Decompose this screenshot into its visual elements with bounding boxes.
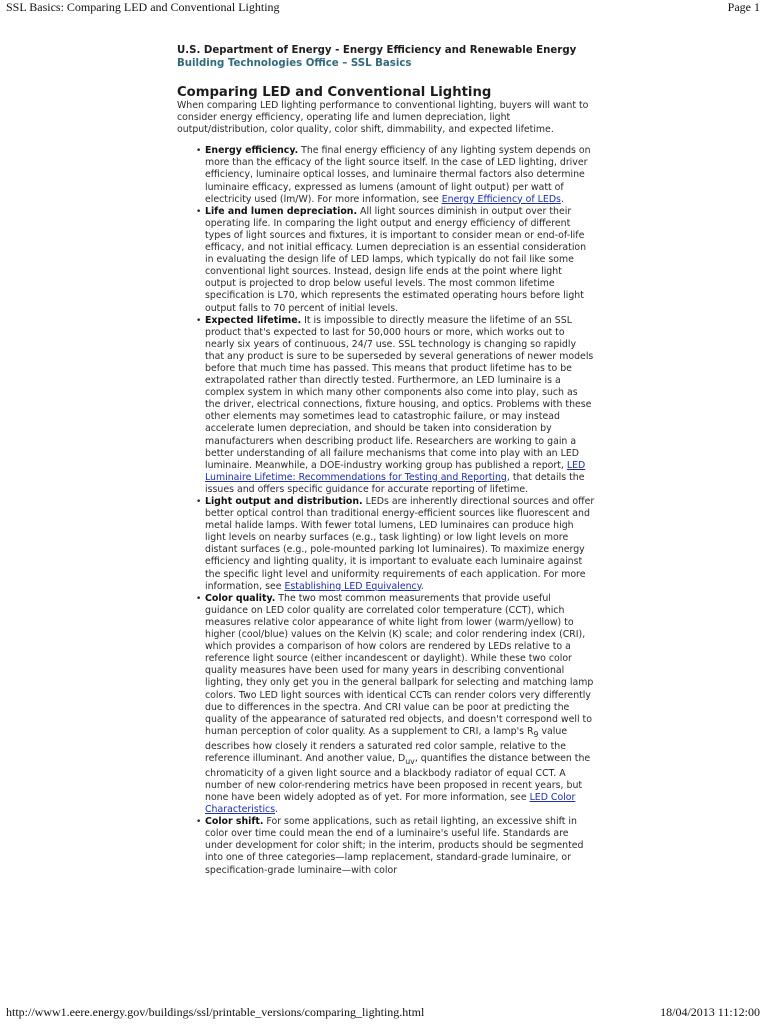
duv-subscript: uv — [405, 756, 415, 766]
item-text: LEDs are inherently directional sources and offer better optical control than traditional energy-efficient sources like fluorescent and metal halide lamps. With fewer total lumens, LED luminaires can produce high light levels on nearby surfaces (e.g., task lighting) or low light levels on more distant surfaces (e.g., pole-mounted parking lot luminaires). To maximize energy efficiency and lighting quality, it is important to evaluate each luminaire against the specific light level and uniformity requirements of each application. For more information, see — [205, 496, 595, 592]
print-header-title: SSL Basics: Comparing LED and Conventional Lighting — [6, 0, 280, 14]
print-footer-url: http://www1.eere.energy.gov/buildings/ssl/printable_versions/comparing_lighting.html — [6, 1005, 425, 1019]
luminaire-lifetime-report-link[interactable]: LED Luminaire Lifetime: Recommendations for Testing and Reporting — [205, 459, 586, 483]
item-text-3: , quantifies the distance between the chromaticity of a given light source and a blackbody radiator of equal CCT. A number of new color-rendering metrics have been proposed in recent years, but none have been widely adopted as of yet. For more information, see — [205, 752, 591, 803]
item-text: The two most common measurements that provide useful guidance on LED color quality are correlated color temperature (CCT), which measures relative color appearance of white light from lower (warm/yellow) to higher (cool/blue) values on the Kelvin (K) scale; and color rendering index (CRI), which provides a comparison of how colors are rendered by LEDs relative to a reference light source (either incandescent or daylight). While these two color quality measures have been used for many years in describing conventional lighting, they only get you in the general ballpark for selecting and matching lamp colors. Two LED light sources with identical CCTs can render colors very differently due to differences in the spectra. And CRI value can be poor at predicting the quality of the appearance of saturated red objects, and doesn't correspond well to human perception of color quality. As a supplement to CRI, a lamp's R — [205, 592, 594, 737]
item-tail: , that details the issues and offers specific guidance for accurate reporting of lifetime. — [205, 471, 585, 495]
list-item-expected-lifetime — [205, 315, 595, 496]
item-tail: . — [275, 804, 279, 816]
item-text-2: value describes how closely it renders a saturated red color sample, relative to the reference illuminant. And another value, D — [205, 725, 568, 764]
print-footer — [6, 1005, 760, 1021]
item-tail: . — [560, 193, 564, 205]
energy-efficiency-link[interactable]: Energy Efficiency of LEDs — [441, 193, 561, 205]
led-equivalency-link[interactable]: Establishing LED Equivalency — [284, 580, 421, 592]
page-content — [177, 44, 595, 877]
r9-subscript: 9 — [533, 729, 539, 739]
list-item-color-quality — [205, 593, 595, 816]
item-text: The final energy efficiency of any lighting system depends on more than the efficacy of the light source itself. In the case of LED lighting, driver efficiency, luminaire optical losses, and luminaire thermal factors also determine luminaire efficacy, expressed as lumens (amount of light output) per watt of electricity used (lm/W). For more information, see — [205, 145, 591, 205]
item-text: All light sources diminish in output over their operating life. In comparing the light output and energy efficiency of different types of light sources and fixtures, it is important to consider mean or end-of-life efficacy, and not initial efficacy. Lumen depreciation is an essential consideration in evaluating the design life of LED lamps, which typically do not fail like some conventional light sources. Instead, design life ends at the point where light output is projected to drop below useful levels. The most common lifetime specification is L70, which represents the estimated operating hours before light output falls to 70 percent of initial levels. — [205, 205, 587, 314]
list-item-color-shift — [205, 816, 595, 876]
term-label: Light output and distribution. — [205, 496, 363, 507]
list-item-light-output-distribution — [205, 496, 595, 593]
page-title: Comparing LED and Conventional Lighting — [177, 85, 492, 100]
item-text: For some applications, such as retail lighting, an excessive shift in color over time could mean the end of a luminaire's useful life. Standards are under development for color shift; in the interim, products should be segmented into one of three categories—lamp replacement, standard-grade luminaire, or specification-grade luminaire—with color — [205, 816, 584, 876]
list-item-life-lumen-depreciation — [205, 206, 595, 315]
led-color-characteristics-link[interactable]: LED Color Characteristics — [205, 792, 576, 816]
item-text: It is impossible to directly measure the lifetime of an SSL product that's expected to last for 50,000 hours or more, which works out to nearly six years of continuous, 24/7 use. SSL technology is changing so rapidly that any product is sure to be superseded by several generations of newer models before that much time has passed. This means that product lifetime has to be extrapolated rather than directly tested. Furthermore, an LED luminaire is a complex system in which many other components also come into play, such as the driver, electrical connections, fixture housing, and optics. Problems with these other elements may sometimes lead to catastrophic failure, or may instead accelerate lumen depreciation, and should be taken into consideration by manufacturers when describing product life. Researchers are working to gain a better understanding of all failure mechanisms that come into play with an LED luminaire. Meanwhile, a DOE-industry working group has published a report, — [205, 314, 594, 471]
list-item-energy-efficiency — [205, 145, 595, 205]
term-label: Life and lumen depreciation. — [205, 205, 358, 217]
print-footer-datetime: 18/04/2013 11:12:00 — [660, 1005, 760, 1019]
term-label: Color quality. — [205, 592, 276, 604]
print-header-page-number: Page 1 — [727, 0, 760, 14]
intro-paragraph: When comparing LED lighting performance to conventional lighting, buyers will want to consider energy efficiency, operating life and lumen depreciation, light output/distribution, color quality, color shift, dimmability, and expected lifetime. — [177, 100, 589, 136]
topics-list — [177, 145, 595, 876]
term-label: Color shift. — [205, 816, 264, 828]
print-header — [6, 0, 760, 16]
item-tail: . — [420, 580, 424, 592]
agency-heading: U.S. Department of Energy - Energy Efficiency and Renewable Energy — [177, 45, 577, 56]
term-label: Energy efficiency. — [205, 145, 299, 157]
term-label: Expected lifetime. — [205, 314, 302, 326]
office-heading: Building Technologies Office – SSL Basics — [177, 58, 412, 69]
